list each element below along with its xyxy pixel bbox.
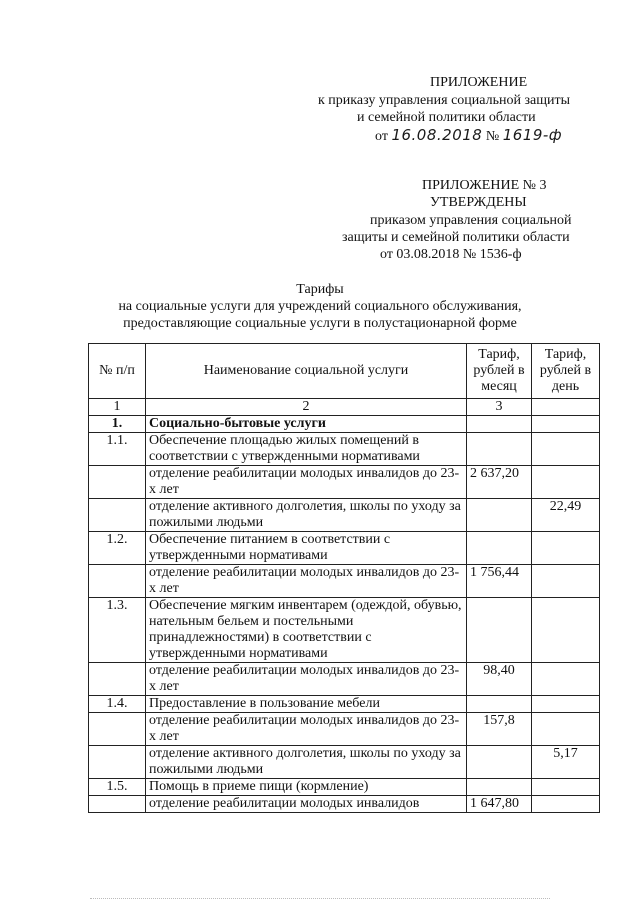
row-num <box>89 713 146 746</box>
row-name: Обеспечение площадью жилых помещений в соответствии с утвержденными нормативами <box>146 433 467 466</box>
row-day <box>532 532 600 565</box>
doc-title: Тарифы <box>296 282 344 297</box>
row-month <box>467 433 532 466</box>
handwritten-number: 1619-ф <box>502 126 563 144</box>
approved-label: УТВЕРЖДЕНЫ <box>430 195 527 210</box>
row-name: Обеспечение питанием в соответствии с утвержденными нормативами <box>146 532 467 565</box>
row-day <box>532 466 600 499</box>
row-num: 1.3. <box>89 598 146 663</box>
row-month <box>467 499 532 532</box>
table-row <box>89 499 600 532</box>
number-sign: № <box>485 129 500 144</box>
row-month <box>467 416 532 433</box>
table-row <box>89 466 600 499</box>
row-num <box>89 796 146 813</box>
row-month <box>467 696 532 713</box>
row-day <box>532 598 600 663</box>
header-name: Наименование социальной услуги <box>146 344 467 399</box>
date-prefix: от <box>375 129 388 144</box>
row-month <box>467 598 532 663</box>
table-row <box>89 746 600 779</box>
row-month: 1 756,44 <box>467 565 532 598</box>
table-row <box>89 663 600 696</box>
row-month <box>467 746 532 779</box>
row-month: 1 647,80 <box>467 796 532 813</box>
row-num: 1.1. <box>89 433 146 466</box>
row-name: отделение реабилитации молодых инвалидов до 23-х лет <box>146 663 467 696</box>
row-day: 22,49 <box>532 499 600 532</box>
table-row <box>89 433 600 466</box>
row-num <box>89 466 146 499</box>
row-month: 157,8 <box>467 713 532 746</box>
row-num: 1. <box>89 416 146 433</box>
row-month <box>467 779 532 796</box>
row-month: 2 637,20 <box>467 466 532 499</box>
table-row <box>89 598 600 663</box>
approved-line-3: от 03.08.2018 № 1536-ф <box>380 247 522 262</box>
table-row <box>89 532 600 565</box>
approved-line-1: приказом управления социальной <box>370 213 572 228</box>
row-num <box>89 565 146 598</box>
appendix3-title: ПРИЛОЖЕНИЕ № 3 <box>422 178 547 193</box>
row-name: отделение активного долголетия, школы по уходу за пожилыми людьми <box>146 746 467 779</box>
row-name: отделение реабилитации молодых инвалидов до 23-х лет <box>146 466 467 499</box>
tariff-table <box>88 343 600 813</box>
scan-bottom-edge <box>90 898 550 902</box>
col-number: 1 <box>89 399 146 416</box>
table-row <box>89 796 600 813</box>
row-day <box>532 796 600 813</box>
row-name: отделение активного долголетия, школы по уходу за пожилыми людьми <box>146 499 467 532</box>
header-month: Тариф, рублей в месяц <box>467 344 532 399</box>
row-name: Социально-бытовые услуги <box>146 416 467 433</box>
row-day <box>532 433 600 466</box>
table-row <box>89 416 600 433</box>
col-number <box>532 399 600 416</box>
appendix-title: ПРИЛОЖЕНИЕ <box>430 75 528 90</box>
appendix-line-2: и семейной политики области <box>357 110 536 125</box>
doc-subtitle-2: предоставляющие социальные услуги в полустационарной форме <box>123 316 517 331</box>
row-num <box>89 499 146 532</box>
handwritten-date: 16.08.2018 <box>391 126 483 144</box>
header-num: № п/п <box>89 344 146 399</box>
doc-subtitle-1: на социальные услуги для учреждений социального обслуживания, <box>118 299 522 314</box>
row-day: 5,17 <box>532 746 600 779</box>
row-name: Предоставление в пользование мебели <box>146 696 467 713</box>
row-name: отделение реабилитации молодых инвалидов до 23-х лет <box>146 713 467 746</box>
header-day: Тариф, рублей в день <box>532 344 600 399</box>
table-row <box>89 565 600 598</box>
row-month: 98,40 <box>467 663 532 696</box>
row-day <box>532 416 600 433</box>
col-number: 2 <box>146 399 467 416</box>
row-day <box>532 565 600 598</box>
table-row <box>89 713 600 746</box>
row-day <box>532 779 600 796</box>
row-day <box>532 663 600 696</box>
row-num: 1.2. <box>89 532 146 565</box>
table-row <box>89 696 600 713</box>
appendix-line-1: к приказу управления социальной защиты <box>318 93 571 108</box>
row-month <box>467 532 532 565</box>
appendix-line-3 <box>375 127 562 145</box>
row-num <box>89 746 146 779</box>
row-name: Обеспечение мягким инвентарем (одеждой, обувью, нательным бельем и постельными принадлежностями) в соответствии с утвержденными нормативами <box>146 598 467 663</box>
row-day <box>532 713 600 746</box>
table-row <box>89 779 600 796</box>
row-name: отделение реабилитации молодых инвалидов <box>146 796 467 813</box>
row-num: 1.4. <box>89 696 146 713</box>
row-num <box>89 663 146 696</box>
approved-line-2: защиты и семейной политики области <box>342 230 570 245</box>
col-number: 3 <box>467 399 532 416</box>
row-name: Помощь в приеме пищи (кормление) <box>146 779 467 796</box>
table-header-row <box>89 344 600 399</box>
row-day <box>532 696 600 713</box>
column-number-row <box>89 399 600 416</box>
row-num: 1.5. <box>89 779 146 796</box>
row-name: отделение реабилитации молодых инвалидов до 23-х лет <box>146 565 467 598</box>
